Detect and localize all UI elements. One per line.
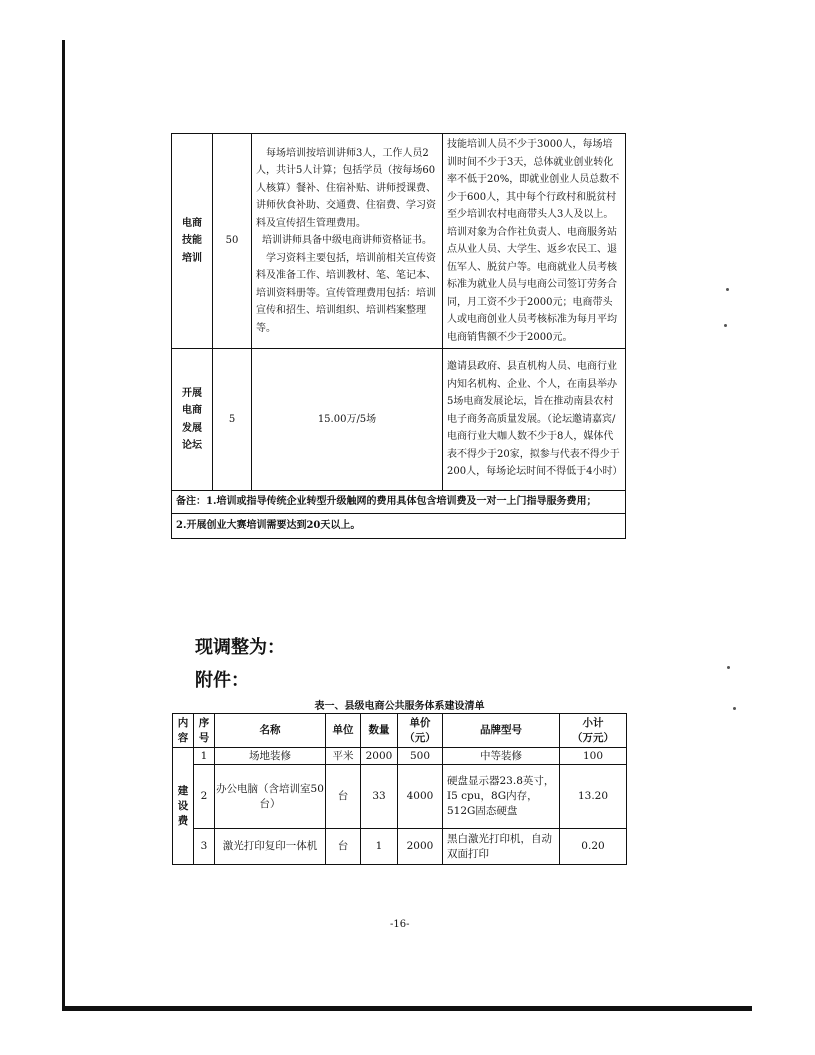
header-subtotal: 小计 （万元） [560,714,627,748]
cell-subtotal: 100 [560,748,627,765]
cell-name: 办公电脑（含培训室50台） [215,765,326,829]
cost-description: 15.00万/5场 [252,349,443,491]
scan-speck [726,288,729,291]
cell-subtotal: 0.20 [560,829,627,865]
note-2: 2.开展创业大赛培训需要达到20天以上。 [172,514,626,539]
table-row [173,765,627,829]
header-unit: 单位 [326,714,361,748]
adjusted-heading: 现调整为： [195,637,285,658]
header-name: 名称 [215,714,326,748]
table-row [172,491,626,514]
cell-qty: 1 [361,829,398,865]
scan-border-left [62,40,65,1010]
cell-subtotal: 13.20 [560,765,627,829]
cell-price: 4000 [398,765,443,829]
cell-name: 激光打印复印一体机 [215,829,326,865]
cell-model: 硬盘显示器23.8英寸，I5 cpu，8G内存，512G固态硬盘 [443,765,560,829]
table-row [172,134,626,349]
group-label-construction: 建 设 费 [173,748,194,865]
table-row [172,349,626,491]
cell-seq: 1 [194,748,215,765]
scan-speck [727,666,730,669]
table-caption: 表一、县级电商公共服务体系建设清单 [314,701,485,712]
cell-price: 2000 [398,829,443,865]
header-price: 单价 （元） [398,714,443,748]
page-number: -16- [390,919,410,930]
table-row [173,829,627,865]
table-header-row [173,714,627,748]
cell-unit: 台 [326,765,361,829]
cell-name: 场地装修 [215,748,326,765]
row-value: 50 [213,134,252,349]
training-budget-table [171,133,626,539]
scan-border-bottom [62,1006,752,1011]
table-row [172,514,626,539]
cell-model: 中等装修 [443,748,560,765]
cell-unit: 台 [326,829,361,865]
service-system-table [172,713,627,865]
requirements-description: 邀请县政府、县直机构人员、电商行业内知名机构、企业、个人，在南县举办5场电商发展论坛，旨在推动南县农村电子商务高质量发展。（论坛邀请嘉宾/电商行业大咖人数不少于8人，媒体代表不得少于20家，拟参与代表不得少于200人，每场论坛时间不得低于4小时） [443,349,626,491]
cell-price: 500 [398,748,443,765]
cell-qty: 33 [361,765,398,829]
header-qty: 数量 [361,714,398,748]
cell-unit: 平米 [326,748,361,765]
cell-seq: 2 [194,765,215,829]
note-1: 备注：1.培训或指导传统企业转型升级触网的费用具体包含培训费及一对一上门指导服务费用； [172,491,626,514]
requirements-description: 技能培训人员不少于3000人，每场培训时间不少于3天，总体就业创业转化率不低于20%，即就业创业人员总数不少于600人，其中每个行政村和脱贫村至少培训农村电商带头人3人及以上。培训对象为合作社负责人、电商服务站点从业人员、大学生、返乡农民工、退伍军人、脱贫户等。电商就业人员考核标准为就业人员与电商公司签订劳务合同，月工资不少于2000元；电商带头人或电商创业人员考核标准为每月平均电商销售额不少于2000元。 [443,134,626,349]
cell-model: 黑白激光打印机，自动双面打印 [443,829,560,865]
header-model: 品牌型号 [443,714,560,748]
scan-speck [733,707,736,710]
scan-speck [724,324,727,327]
cell-seq: 3 [194,829,215,865]
cost-description: 每场培训按培训讲师3人，工作人员2人，共计5人计算；包括学员（按每场60人核算）餐补、住宿补贴、讲师授课费、讲师伙食补助、交通费、住宿费、学习资料及宣传招生管理费用。 培训讲师具备中级电商讲师资格证书。 学习资料主要包括，培训前相关宣传资料及准备工作、培训教材、笔、笔记本、培训资料册等。宣传管理费用包括：培训宣传和招生、培训组织、培训档案整理等。 [252,134,443,349]
cell-qty: 2000 [361,748,398,765]
row-label-forum: 开展 电商 发展 论坛 [172,349,213,491]
header-content: 内容 [173,714,194,748]
header-seq: 序号 [194,714,215,748]
row-value: 5 [213,349,252,491]
attachment-heading: 附件： [195,670,249,691]
table-row [173,748,627,765]
row-label-ecommerce-training: 电商 技能 培训 [172,134,213,349]
